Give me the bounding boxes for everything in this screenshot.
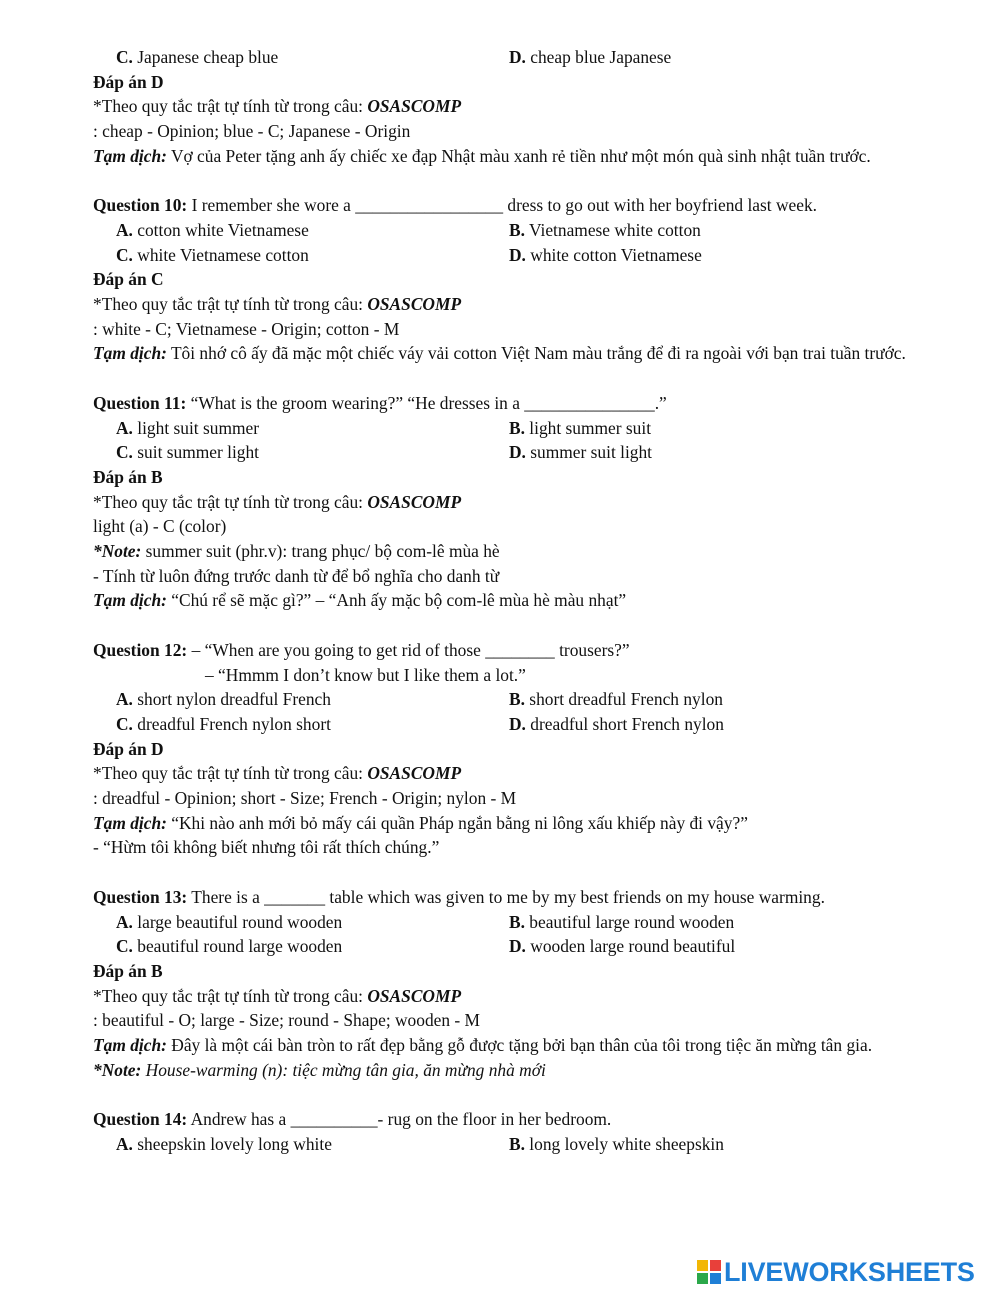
q9-translation: Tạm dịch: Vợ của Peter tặng anh ấy chiếc xe đạp Nhật màu xanh rẻ tiền như một món quà sinh nhật tuần trước. [93, 145, 871, 166]
q10-options-cd [93, 243, 923, 268]
q13-translation: Tạm dịch: Đây là một cái bàn tròn to rất đẹp bằng gỗ được tặng bởi bạn thân của tôi trong tiệc ăn mừng tân gia. [93, 1035, 873, 1056]
q11-option-d: D. summer suit light [509, 442, 653, 463]
q9-rule: *Theo quy tắc trật tự tính từ trong câu: OSASCOMP [93, 96, 462, 117]
q11-question: Question 11: “What is the groom wearing?” “He dresses in a _______________.” [93, 392, 667, 413]
q11-translation: Tạm dịch: “Chú rể sẽ mặc gì?” – “Anh ấy mặc bộ com-lê mùa hè màu nhạt” [93, 590, 627, 611]
q10-option-b: B. Vietnamese white cotton [509, 219, 701, 240]
logo-tile [697, 1260, 708, 1271]
q12-answer: Đáp án D [93, 738, 164, 759]
q9-answer: Đáp án D [93, 71, 164, 92]
q9-detail: : cheap - Opinion; blue - C; Japanese - Origin [93, 121, 411, 142]
q9-options-cd [93, 45, 923, 70]
q10-option-a: A. cotton white Vietnamese [116, 219, 309, 240]
q14-option-b: B. long lovely white sheepskin [509, 1133, 724, 1154]
q10-rule: *Theo quy tắc trật tự tính từ trong câu: OSASCOMP [93, 294, 462, 315]
q10-detail: : white - C; Vietnamese - Origin; cotton - M [93, 318, 400, 339]
q12-option-b: B. short dreadful French nylon [509, 689, 723, 710]
q13-answer: Đáp án B [93, 960, 163, 981]
q11-answer: Đáp án B [93, 466, 163, 487]
q12-rule: *Theo quy tắc trật tự tính từ trong câu: OSASCOMP [93, 763, 462, 784]
q13-option-c: C. beautiful round large wooden [116, 936, 343, 957]
q12-translation-reply: - “Hừm tôi không biết nhưng tôi rất thích chúng.” [93, 837, 440, 858]
q13-options-ab [93, 910, 923, 935]
q10-option-c: C. white Vietnamese cotton [116, 244, 309, 265]
q10-answer: Đáp án C [93, 269, 164, 290]
q11-option-b: B. light summer suit [509, 417, 652, 438]
logo-tile [710, 1260, 721, 1271]
logo-tile [697, 1273, 708, 1284]
logo-text: LIVEWORKSHEETS [724, 1256, 975, 1287]
q13-rule: *Theo quy tắc trật tự tính từ trong câu: OSASCOMP [93, 985, 462, 1006]
q13-note: *Note: House-warming (n): tiệc mừng tân gia, ăn mừng nhà mới [93, 1059, 546, 1080]
q12-detail: : dreadful - Opinion; short - Size; French - Origin; nylon - M [93, 788, 517, 809]
q12-question: Question 12: – “When are you going to get rid of those ________ trousers?” [93, 639, 630, 660]
q11-detail: light (a) - C (color) [93, 516, 227, 537]
q10-option-d: D. white cotton Vietnamese [509, 244, 702, 265]
q10-question: Question 10: I remember she wore a _________________ dress to go out with her boyfriend last week. [93, 195, 818, 216]
logo-tiles-icon [697, 1260, 721, 1284]
q12-option-a: A. short nylon dreadful French [116, 689, 331, 710]
q12-question-reply: – “Hmmm I don’t know but I like them a lot.” [205, 664, 526, 685]
q13-question: Question 13: There is a _______ table which was given to me by my best friends on my house warming. [93, 886, 825, 907]
q12-options-ab [93, 687, 923, 712]
q13-option-d: D. wooden large round beautiful [509, 936, 736, 957]
q12-translation: Tạm dịch: “Khi nào anh mới bỏ mấy cái quần Pháp ngắn bằng ni lông xấu khiếp này đi vậy?” [93, 812, 748, 833]
q10-translation: Tạm dịch: Tôi nhớ cô ấy đã mặc một chiếc váy vải cotton Việt Nam màu trắng để đi ra ngoài với bạn trai tuần trước. [93, 343, 906, 364]
q14-options-ab [93, 1132, 923, 1157]
logo-tile [710, 1273, 721, 1284]
q9-option-d: D. cheap blue Japanese [509, 47, 672, 67]
q13-options-cd [93, 934, 923, 959]
worksheet-page [93, 45, 923, 1157]
q13-option-a: A. large beautiful round wooden [116, 911, 343, 932]
q11-option-c: C. suit summer light [116, 442, 260, 463]
q11-options-ab [93, 416, 923, 441]
q11-options-cd [93, 440, 923, 465]
q14-option-a: A. sheepskin lovely long white [116, 1133, 332, 1154]
q11-extra: - Tính từ luôn đứng trước danh từ để bổ nghĩa cho danh từ [93, 565, 500, 586]
q12-option-d: D. dreadful short French nylon [509, 713, 724, 734]
q13-detail: : beautiful - O; large - Size; round - Shape; wooden - M [93, 1010, 481, 1031]
q13-option-b: B. beautiful large round wooden [509, 911, 735, 932]
q12-option-c: C. dreadful French nylon short [116, 713, 331, 734]
q10-options-ab [93, 218, 923, 243]
q12-options-cd [93, 712, 923, 737]
liveworksheets-logo[interactable] [697, 1255, 975, 1289]
q11-rule: *Theo quy tắc trật tự tính từ trong câu: OSASCOMP [93, 491, 462, 512]
q11-note: *Note: summer suit (phr.v): trang phục/ bộ com-lê mùa hè [93, 541, 500, 562]
q9-option-c: C. Japanese cheap blue [116, 47, 279, 67]
q14-question: Question 14: Andrew has a __________- rug on the floor in her bedroom. [93, 1109, 612, 1130]
q11-option-a: A. light suit summer [116, 417, 260, 438]
